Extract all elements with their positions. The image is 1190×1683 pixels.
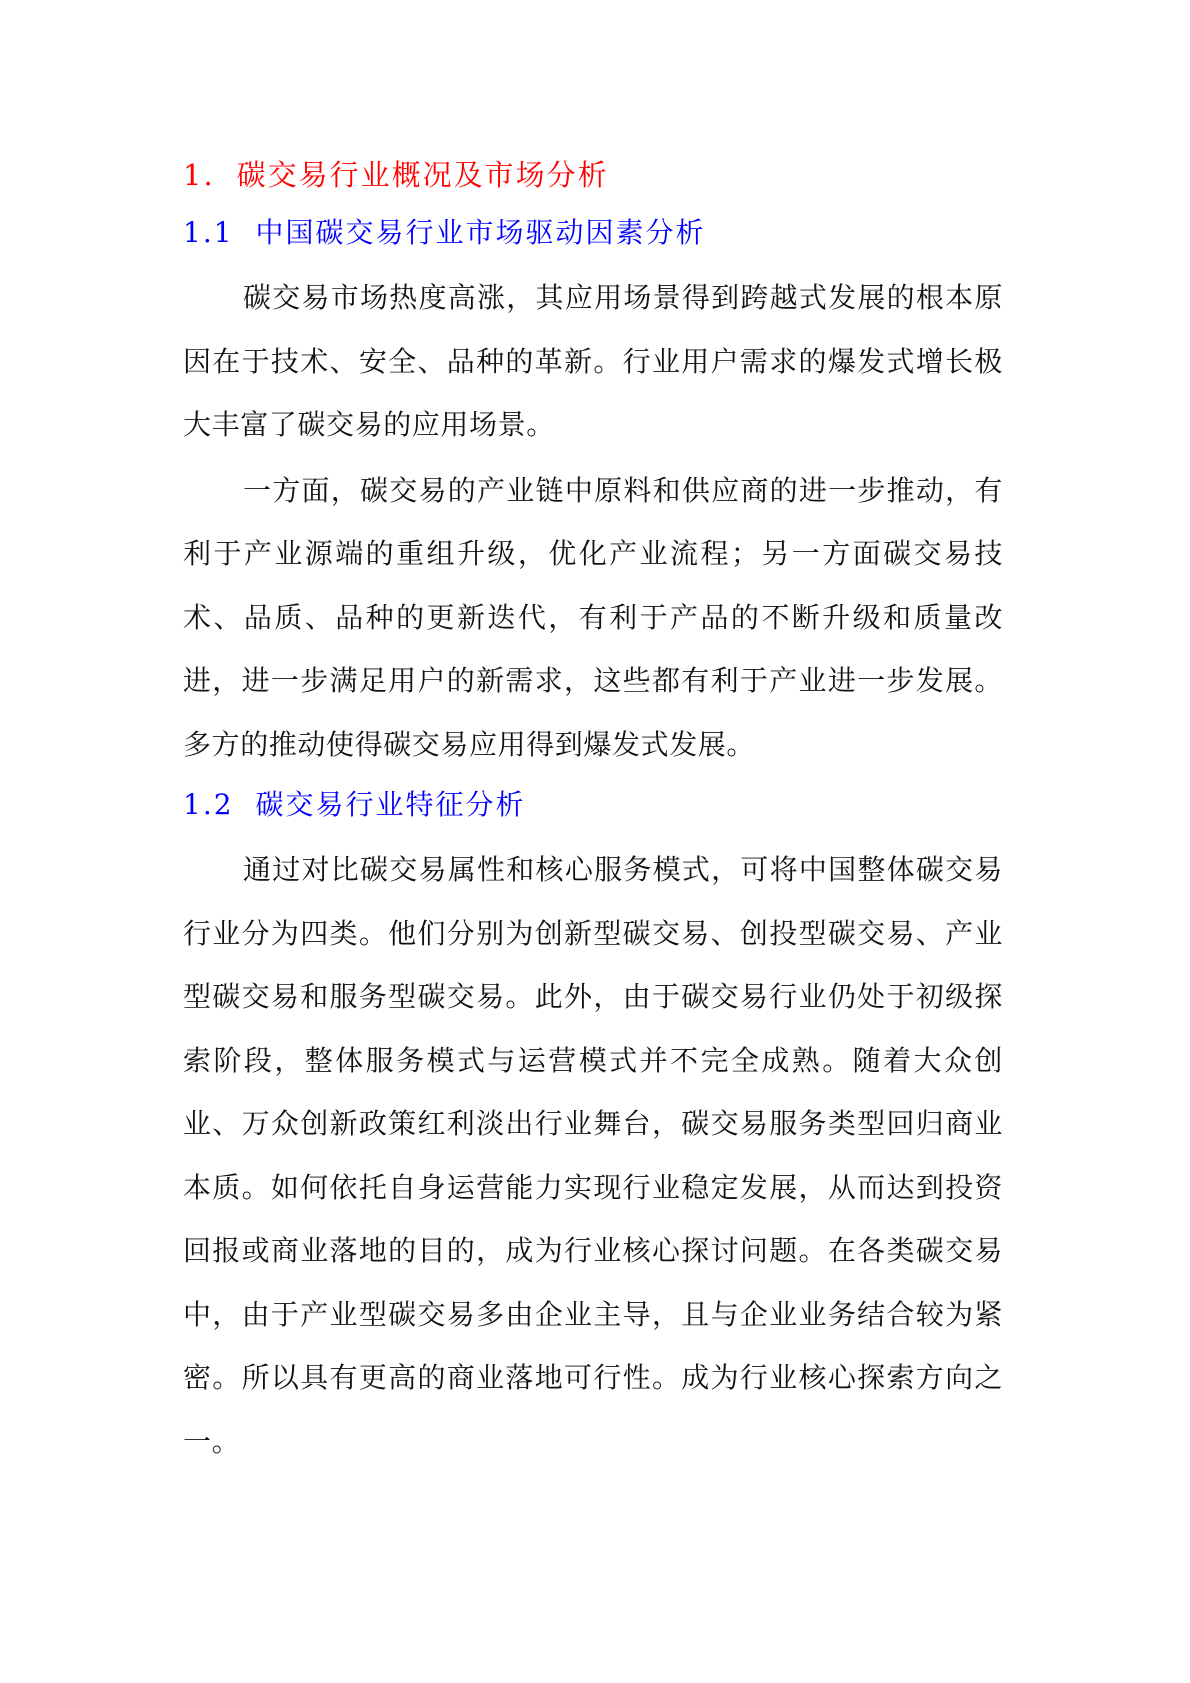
chapter-number: 1.: [183, 158, 215, 192]
chapter-title: 碳交易行业概况及市场分析: [236, 158, 609, 192]
document-content: [183, 148, 1003, 1475]
chapter-heading: [183, 148, 1003, 202]
paragraph: 一方面，碳交易的产业链中原料和供应商的进一步推动，有利于产业源端的重组升级，优化产业流程；另一方面碳交易技术、品质、品种的更新迭代，有利于产品的不断升级和质量改进，进一步满足用户的新需求，这些都有利于产业进一步发展。多方的推动使得碳交易应用得到爆发式发展。: [183, 473, 1003, 761]
section-title: 碳交易行业特征分析: [255, 788, 526, 821]
paragraph: 碳交易市场热度高涨，其应用场景得到跨越式发展的根本原因在于技术、安全、品种的革新。行业用户需求的爆发式增长极大丰富了碳交易的应用场景。: [183, 281, 1003, 441]
section-number: 1.1: [183, 216, 234, 249]
section-heading-1-1: [183, 206, 1003, 260]
section-heading-1-2: [183, 778, 1003, 832]
section-title: 中国碳交易行业市场驱动因素分析: [255, 216, 706, 249]
paragraph: 通过对比碳交易属性和核心服务模式，可将中国整体碳交易行业分为四类。他们分别为创新型碳交易、创投型碳交易、产业型碳交易和服务型碳交易。此外，由于碳交易行业仍处于初级探索阶段，整体服务模式与运营模式并不完全成熟。随着大众创业、万众创新政策红利淡出行业舞台，碳交易服务类型回归商业本质。如何依托自身运营能力实现行业稳定发展，从而达到投资回报或商业落地的目的，成为行业核心探讨问题。在各类碳交易中，由于产业型碳交易多由企业主导，且与企业业务结合较为紧密。所以具有更高的商业落地可行性。成为行业核心探索方向之一。: [183, 853, 1003, 1458]
section-number: 1.2: [183, 788, 234, 821]
